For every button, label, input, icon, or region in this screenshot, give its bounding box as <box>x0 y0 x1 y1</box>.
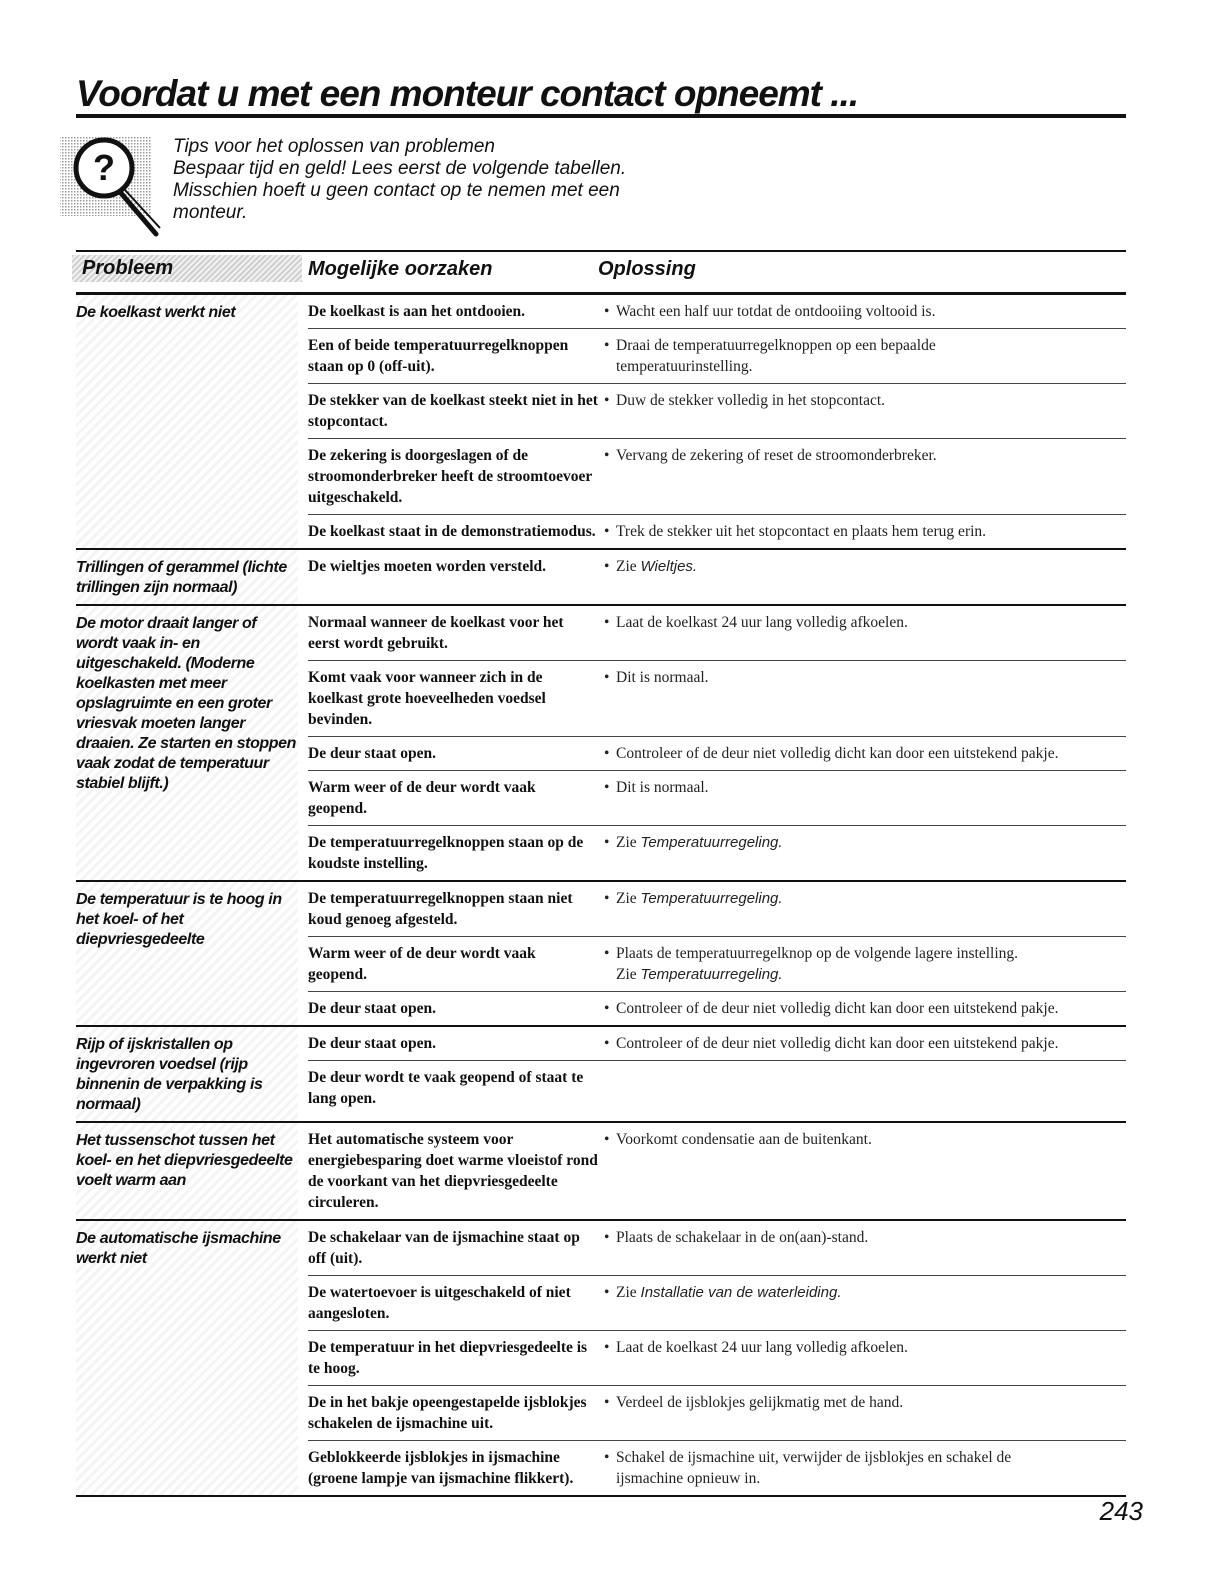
bullet-icon: • <box>604 303 610 320</box>
cause-text: Warm weer of de deur wordt vaak geopend. <box>308 779 536 817</box>
table-row <box>308 1275 1126 1330</box>
problem-group <box>76 1123 1126 1221</box>
page-number: 243 <box>1099 1496 1143 1526</box>
cause-solution-list <box>308 1221 1126 1495</box>
bullet-icon: • <box>604 447 610 464</box>
table-row <box>308 660 1126 736</box>
solution-cell <box>604 612 1126 654</box>
cause-text: De temperatuur in het diepvriesgedeelte is te hoog. <box>308 1339 588 1377</box>
intro-text <box>173 136 733 224</box>
table-row <box>308 1060 1126 1115</box>
table-row <box>308 770 1126 825</box>
solution-text: temperatuurinstelling. <box>616 358 753 375</box>
solution-cell <box>604 1337 1126 1379</box>
question-magnifier-icon <box>56 128 166 238</box>
solution-cell <box>604 743 1126 764</box>
cause-text: Warm weer of de deur wordt vaak geopend. <box>308 945 536 983</box>
solution-cell <box>604 521 1126 542</box>
solution-line-2 <box>604 356 1126 377</box>
bullet-icon: • <box>604 1000 610 1017</box>
intro-line: Bespaar tijd en geld! Lees eerst de volgende tabellen. <box>173 158 627 179</box>
cause-text: Komt vaak voor wanneer zich in de koelkast grote hoeveelheden voedsel bevinden. <box>308 669 546 728</box>
bullet-icon: • <box>604 392 610 409</box>
solution-cell <box>604 1129 1126 1213</box>
title-rule <box>76 114 1126 118</box>
cause-solution-list <box>308 882 1126 1025</box>
cause-text: De koelkast staat in de demonstratiemodus. <box>308 523 596 540</box>
intro-line: monteur. <box>173 202 248 223</box>
bullet-icon: • <box>604 779 610 796</box>
solution-cell <box>604 777 1126 819</box>
bullet-icon: • <box>604 1229 610 1246</box>
solution-text: Laat de koelkast 24 uur lang volledig afkoelen. <box>616 614 908 631</box>
bullet-icon: • <box>604 1035 610 1052</box>
bullet-icon: • <box>604 669 610 686</box>
solution-text: Zie <box>616 558 637 575</box>
table-row <box>308 606 1126 660</box>
problem-group <box>76 550 1126 606</box>
solution-cell <box>604 998 1126 1019</box>
table-row <box>308 295 1126 328</box>
solution-text: Zie <box>616 1284 637 1301</box>
table-row <box>308 514 1126 548</box>
cause-solution-list <box>308 1027 1126 1121</box>
problem-cell <box>76 1123 298 1219</box>
cause-text: De koelkast is aan het ontdooien. <box>308 303 526 320</box>
problem-cell <box>76 882 298 1025</box>
problem-cell <box>76 606 298 880</box>
table-row <box>308 1027 1126 1060</box>
bullet-icon: • <box>604 614 610 631</box>
cause-text: De wieltjes moeten worden versteld. <box>308 558 547 575</box>
cause-text: De zekering is doorgeslagen of de stroomonderbreker heeft de stroomtoevoer uitgeschakeld. <box>308 447 592 506</box>
bullet-icon: • <box>604 1449 610 1466</box>
cause-text: De in het bakje opeengestapelde ijsblokjes schakelen de ijsmachine uit. <box>308 1394 587 1432</box>
problem-text: De temperatuur is te hoog in het koel- of het diepvriesgedeelte <box>76 891 282 948</box>
cause-text: Het automatische systeem voor energiebesparing doet warme vloeistof rond de voorkant van het diepvriesgedeelte circuleren. <box>308 1131 598 1211</box>
table-row <box>308 1123 1126 1219</box>
troubleshooting-table <box>76 250 1126 1497</box>
solution-text: Voorkomt condensatie aan de buitenkant. <box>616 1131 872 1148</box>
table-row <box>308 936 1126 991</box>
table-row <box>308 736 1126 770</box>
solution-cell <box>604 390 1126 432</box>
solution-text: Controleer of de deur niet volledig dicht kan door een uitstekend pakje. <box>616 1035 1059 1052</box>
solution-text: Controleer of de deur niet volledig dicht kan door een uitstekend pakje. <box>616 745 1059 762</box>
table-row <box>308 1440 1126 1495</box>
solution-cell <box>604 301 1126 322</box>
solution-cell <box>604 1282 1126 1324</box>
problem-text: De motor draait langer of wordt vaak in- en uitgeschakeld. (Moderne koelkasten met meer opslagruimte en een groter vriesvak moeten langer draaien. Ze starten en stoppen vaak zodat de temperatuur stabiel blijft.) <box>76 615 297 792</box>
solution-cell <box>604 1067 1126 1109</box>
bullet-icon: • <box>604 890 610 907</box>
problem-cell <box>76 295 298 548</box>
svg-text:?: ? <box>93 147 115 188</box>
table-body <box>76 295 1126 1497</box>
header-problem: Probleem <box>72 255 302 282</box>
problem-group <box>76 1221 1126 1497</box>
bullet-icon: • <box>604 523 610 540</box>
solution-text: Zie <box>616 890 637 907</box>
solution-cell <box>604 445 1126 508</box>
problem-group <box>76 295 1126 550</box>
solution-cell <box>604 888 1126 930</box>
solution-cell <box>604 943 1126 985</box>
cause-text: De temperatuurregelknoppen staan op de koudste instelling. <box>308 834 584 872</box>
cause-text: De deur staat open. <box>308 1035 437 1052</box>
bullet-icon: • <box>604 834 610 851</box>
solution-text: Draai de temperatuurregelknoppen op een bepaalde <box>616 337 936 354</box>
table-row <box>308 438 1126 514</box>
problem-group <box>76 1027 1126 1123</box>
solution-text: Schakel de ijsmachine uit, verwijder de ijsblokjes en schakel de <box>616 1449 1012 1466</box>
solution-text: Wacht een half uur totdat de ontdooiing voltooid is. <box>616 303 936 320</box>
cause-text: De schakelaar van de ijsmachine staat op off (uit). <box>308 1229 580 1267</box>
problem-text: Rijp of ijskristallen op ingevroren voedsel (rijp binnenin de verpakking is normaal) <box>76 1036 263 1113</box>
solution-reference: Installatie van de waterleiding. <box>640 1284 842 1301</box>
table-row <box>308 383 1126 438</box>
solution-text: ijsmachine opnieuw in. <box>616 1470 761 1487</box>
cause-text: Een of beide temperatuurregelknoppen staan op 0 (off-uit). <box>308 337 569 375</box>
solution-reference: Temperatuurregeling. <box>640 966 783 983</box>
solution-text: Trek de stekker uit het stopcontact en plaats hem terug erin. <box>616 523 987 540</box>
solution-reference: Temperatuurregeling. <box>640 890 783 907</box>
solution-text: Plaats de temperatuurregelknop op de volgende lagere instelling. <box>616 945 1019 962</box>
solution-cell <box>604 335 1126 377</box>
bullet-icon: • <box>604 945 610 962</box>
solution-text: Zie <box>616 966 637 983</box>
problem-group <box>76 882 1126 1027</box>
solution-line-2 <box>604 964 1126 985</box>
problem-text: De koelkast werkt niet <box>76 304 236 321</box>
table-header <box>76 250 1126 295</box>
header-cause: Mogelijke oorzaken <box>308 258 493 280</box>
cause-text: Normaal wanneer de koelkast voor het eerst wordt gebruikt. <box>308 614 564 652</box>
problem-text: Trillingen of gerammel (lichte trillingen zijn normaal) <box>76 559 287 596</box>
cause-solution-list <box>308 550 1126 604</box>
solution-text: Zie <box>616 834 637 851</box>
solution-cell <box>604 1227 1126 1269</box>
cause-text: De stekker van de koelkast steekt niet in het stopcontact. <box>308 392 598 430</box>
cause-text: De temperatuurregelknoppen staan niet koud genoeg afgesteld. <box>308 890 573 928</box>
solution-text: Plaats de schakelaar in de on(aan)-stand. <box>616 1229 869 1246</box>
solution-reference: Wieltjes. <box>640 558 698 575</box>
solution-text: Laat de koelkast 24 uur lang volledig afkoelen. <box>616 1339 908 1356</box>
cause-text: De deur staat open. <box>308 745 437 762</box>
cause-text: Geblokkeerde ijsblokjes in ijsmachine (groene lampje van ijsmachine flikkert). <box>308 1449 574 1487</box>
table-row <box>308 550 1126 583</box>
solution-text: Verdeel de ijsblokjes gelijkmatig met de hand. <box>616 1394 904 1411</box>
solution-cell <box>604 1033 1126 1054</box>
problem-cell <box>76 550 298 604</box>
bullet-icon: • <box>604 745 610 762</box>
intro-line: Misschien hoeft u geen contact op te nemen met een <box>173 180 620 201</box>
problem-cell <box>76 1221 298 1495</box>
solution-cell <box>604 1447 1126 1489</box>
page-title: Voordat u met een monteur contact opneemt ... <box>76 73 859 114</box>
header-solution: Oplossing <box>598 258 696 280</box>
cause-solution-list <box>308 1123 1126 1219</box>
solution-cell <box>604 556 1126 577</box>
bullet-icon: • <box>604 1394 610 1411</box>
table-row <box>308 328 1126 383</box>
table-row <box>308 1221 1126 1275</box>
solution-cell <box>604 667 1126 730</box>
solution-text: Controleer of de deur niet volledig dicht kan door een uitstekend pakje. <box>616 1000 1059 1017</box>
table-row <box>308 825 1126 880</box>
table-row <box>308 1385 1126 1440</box>
solution-text: Vervang de zekering of reset de stroomonderbreker. <box>616 447 937 464</box>
solution-cell <box>604 1392 1126 1434</box>
bullet-icon: • <box>604 1131 610 1148</box>
cause-text: De deur staat open. <box>308 1000 437 1017</box>
cause-solution-list <box>308 295 1126 548</box>
solution-text: Dit is normaal. <box>616 779 709 796</box>
problem-text: Het tussenschot tussen het koel- en het diepvriesgedeelte voelt warm aan <box>76 1132 293 1189</box>
intro-line: Tips voor het oplossen van problemen <box>173 136 495 157</box>
solution-text: Dit is normaal. <box>616 669 709 686</box>
table-row <box>308 1330 1126 1385</box>
table-row <box>308 882 1126 936</box>
bullet-icon: • <box>604 337 610 354</box>
cause-text: De watertoevoer is uitgeschakeld of niet aangesloten. <box>308 1284 571 1322</box>
bullet-icon: • <box>604 558 610 575</box>
solution-line-2 <box>604 1468 1126 1489</box>
problem-text: De automatische ijsmachine werkt niet <box>76 1230 281 1267</box>
solution-cell <box>604 832 1126 874</box>
problem-group <box>76 606 1126 882</box>
cause-text: De deur wordt te vaak geopend of staat te lang open. <box>308 1069 584 1107</box>
table-row <box>308 991 1126 1025</box>
bullet-icon: • <box>604 1284 610 1301</box>
solution-text: Duw de stekker volledig in het stopcontact. <box>616 392 886 409</box>
solution-reference: Temperatuurregeling. <box>640 834 783 851</box>
bullet-icon: • <box>604 1339 610 1356</box>
problem-cell <box>76 1027 298 1121</box>
cause-solution-list <box>308 606 1126 880</box>
